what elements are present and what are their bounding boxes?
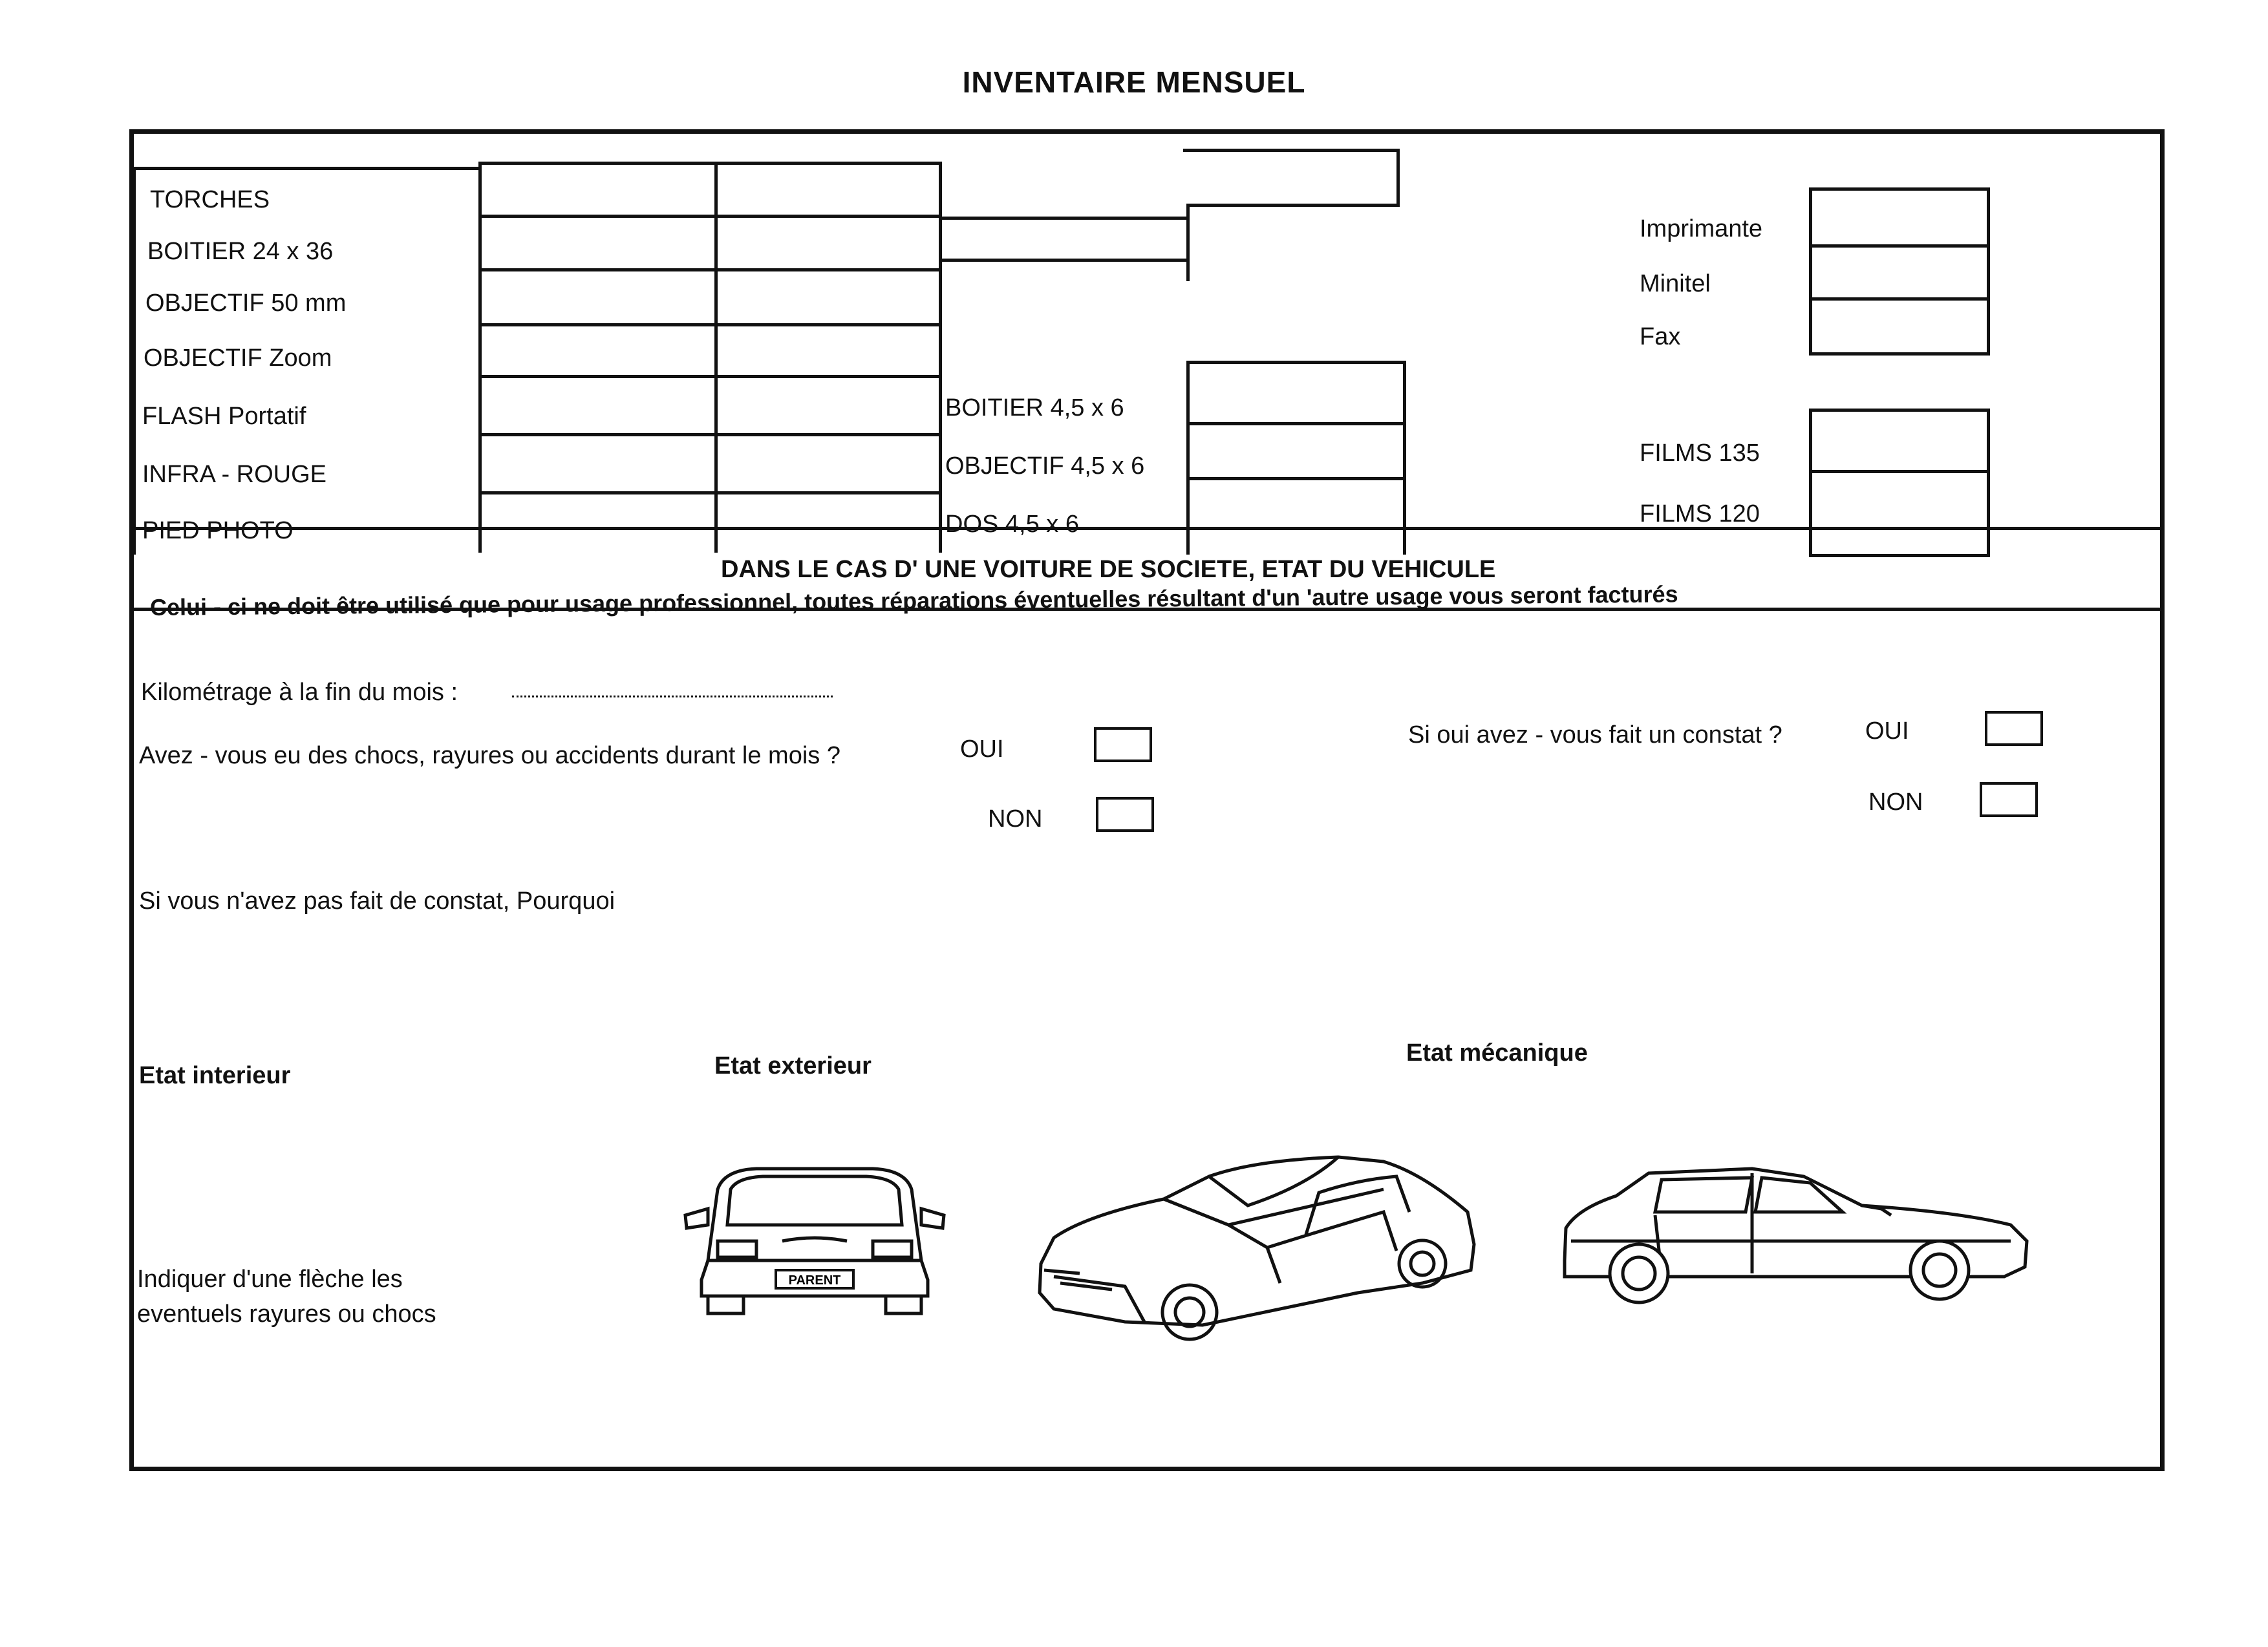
car-rear-icon	[679, 1164, 950, 1319]
interior-label: Etat interieur	[139, 1062, 291, 1089]
mileage-label: Kilométrage à la fin du mois :	[141, 679, 458, 706]
item-pied-photo: PIED PHOTO	[142, 517, 294, 544]
equipment-grid	[478, 162, 941, 553]
incident-yes-checkbox[interactable]	[1094, 727, 1152, 762]
vehicle-notice: Celui - ci ne doit être utilisé que pour usage professionnel, toutes réparations éventuelles résultant d'un 'autre usage vous seront facturés	[149, 580, 1678, 621]
item-objectif-zoom: OBJECTIF Zoom	[144, 345, 332, 372]
incident-yes-label: OUI	[960, 736, 1004, 763]
section-divider	[133, 527, 2165, 530]
item-boitier-45x6: BOITIER 4,5 x 6	[945, 394, 1124, 421]
medium-format-cells	[1186, 361, 1406, 555]
item-objectif-45x6: OBJECTIF 4,5 x 6	[945, 452, 1145, 480]
constat-no-label: NON	[1868, 789, 1923, 816]
mileage-input[interactable]	[512, 696, 833, 697]
item-fax: Fax	[1640, 323, 1681, 350]
stepped-cells	[941, 149, 1406, 265]
incident-no-label: NON	[988, 805, 1043, 833]
constat-question: Si oui avez - vous fait un constat ?	[1408, 721, 1782, 749]
no-constat-question: Si vous n'avez pas fait de constat, Pourquoi	[139, 887, 615, 915]
constat-yes-checkbox[interactable]	[1985, 711, 2043, 746]
incident-no-checkbox[interactable]	[1096, 797, 1154, 832]
office-cells	[1809, 187, 1990, 356]
arrow-instruction-1: Indiquer d'une flèche les	[137, 1266, 403, 1293]
item-boitier-24x36: BOITIER 24 x 36	[147, 238, 334, 265]
constat-yes-label: OUI	[1865, 717, 1909, 745]
car-three-quarter-icon	[1034, 1154, 1487, 1348]
page-title: INVENTAIRE MENSUEL	[962, 65, 1306, 99]
item-dos-45x6: DOS 4,5 x 6	[945, 511, 1079, 538]
car-side-icon	[1558, 1164, 2037, 1312]
item-infra-rouge: INFRA - ROUGE	[142, 461, 327, 488]
item-imprimante: Imprimante	[1640, 215, 1763, 242]
item-minitel: Minitel	[1640, 270, 1711, 297]
films-cells	[1809, 409, 1990, 557]
item-films-135: FILMS 135	[1640, 440, 1760, 467]
mechanical-label: Etat mécanique	[1406, 1039, 1588, 1067]
plate-text: PARENT	[788, 1273, 841, 1288]
item-torches: TORCHES	[150, 186, 270, 213]
item-films-120: FILMS 120	[1640, 500, 1760, 527]
arrow-instruction-2: eventuels rayures ou chocs	[137, 1301, 436, 1328]
item-flash: FLASH Portatif	[142, 403, 306, 430]
vehicle-heading: DANS LE CAS D' UNE VOITURE DE SOCIETE, ETAT DU VEHICULE	[721, 556, 1496, 583]
item-objectif-50: OBJECTIF 50 mm	[145, 290, 347, 317]
incident-question: Avez - vous eu des chocs, rayures ou accidents durant le mois ?	[139, 742, 840, 769]
constat-no-checkbox[interactable]	[1980, 782, 2038, 817]
exterior-label: Etat exterieur	[714, 1052, 872, 1079]
